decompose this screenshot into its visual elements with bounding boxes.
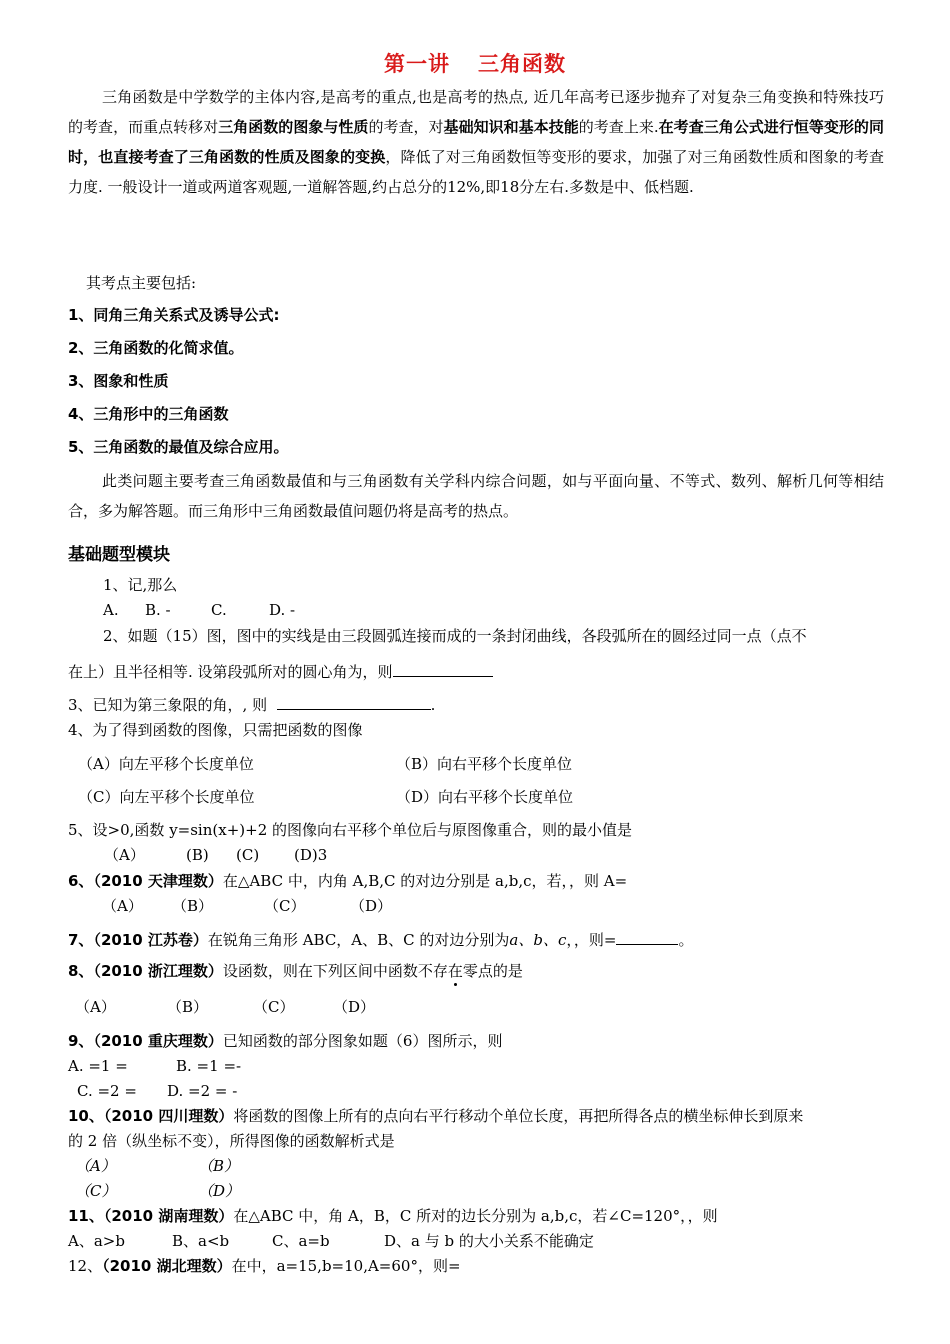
q9-text: 已知函数的部分图象如题（6）图所示，则 [222, 1032, 503, 1050]
q8-option-a: （A） [75, 998, 116, 1016]
q7-vars: a、b、c [509, 931, 567, 949]
q7-line [68, 929, 693, 951]
q1-options [103, 599, 295, 621]
q11-option-d: D、a 与 b 的大小关系不能确定 [384, 1232, 594, 1250]
q3-answer-blank [277, 695, 431, 710]
q8-number: 8、 [68, 962, 94, 980]
q4-option-b: （B）向右平移个长度单位 [396, 755, 573, 773]
q4-option-a: （A）向左平移个长度单位 [78, 755, 254, 773]
q1-option-a: A. [103, 601, 119, 619]
q3-end: . [430, 696, 436, 714]
intro-bold-3: 在考查三角公式进行恒等变形的同时，也直接考查了三角函数的性质及图象的变换 [68, 118, 884, 166]
point-item-3: 3、图象和性质 [68, 372, 169, 390]
q2-line2 [68, 661, 493, 683]
page-title [0, 48, 950, 78]
q2-line2-text: 在上）且半径相等. 设第段弧所对的圆心角为，则 [68, 663, 393, 681]
q3-line [68, 694, 435, 716]
points-heading: 其考点主要包括: [86, 274, 197, 292]
q7-text2: ，，则= [566, 931, 617, 949]
q5-option-c: (C) [236, 846, 260, 864]
q6-option-c: （C） [264, 897, 306, 915]
q9-option-b: B. =1 =- [176, 1057, 242, 1075]
q1-option-c: C. [211, 601, 227, 619]
intro-bold-1: 三角函数的图象与性质 [218, 118, 369, 136]
q11-option-a: A、a>b [68, 1232, 125, 1250]
q12-number: 12、 [68, 1257, 103, 1275]
q10-number: 10、 [68, 1107, 104, 1125]
q8-option-d: （D） [333, 998, 376, 1016]
intro-text-2: 的考查，对 [368, 118, 444, 136]
summary-paragraph: 此类问题主要考查三角函数最值和与三角函数有关学科内综合问题，如与平面向量、不等式、数列、解析几何等相结合，多为解答题。而三角形中三角函数最值问题仍将是高考的热点。 [68, 472, 884, 520]
section-title: 基础题型模块 [68, 545, 170, 565]
q3-text: 3、已知为第三象限的角，, 则 [68, 696, 268, 714]
q9-option-a: A. =1 = [68, 1057, 128, 1075]
q10-option-c: （C） [75, 1182, 117, 1200]
intro-text-3: 的考查上来. [578, 118, 659, 136]
q6-line [68, 870, 627, 892]
q8-option-c: （C） [253, 998, 295, 1016]
q11-number: 11、 [68, 1207, 104, 1225]
q10-option-a: （A） [75, 1157, 116, 1175]
q7-text: 在锐角三角形 ABC，A、B、C 的对边分别为 [207, 931, 510, 949]
q4-text: 4、为了得到函数的图像，只需把函数的图像 [68, 721, 363, 739]
title-part1: 第一讲 [384, 52, 450, 76]
q8-source: （2010 浙江理数） [93, 962, 223, 980]
q4-option-c: （C）向左平移个长度单位 [78, 788, 255, 806]
q1-option-b: B. - [145, 601, 171, 619]
q10-line1 [68, 1105, 803, 1127]
point-item-5: 5、三角函数的最值及综合应用。 [68, 438, 289, 456]
q6-options [102, 895, 392, 917]
q2-answer-blank [393, 662, 493, 677]
q9-source: （2010 重庆理数） [93, 1032, 223, 1050]
q2-line1: 2、如题（15）图，图中的实线是由三段圆弧连接而成的一条封闭曲线，各段弧所在的圆经过同一点（点不 [103, 627, 807, 645]
q9-option-d: D. =2 = - [167, 1082, 238, 1100]
q4-option-d: （D）向右平移个长度单位 [396, 788, 574, 806]
title-part2: 三角函数 [478, 52, 566, 76]
q9-options-ab [68, 1055, 241, 1077]
q7-answer-blank [616, 930, 678, 945]
q6-option-d: （D） [350, 897, 393, 915]
q6-number: 6、 [68, 872, 94, 890]
q12-text: 在中，a=15,b=10,A=60°，则= [231, 1257, 461, 1275]
q10-source: （2010 四川理数） [103, 1107, 234, 1125]
q5-option-d: (D)3 [294, 846, 328, 864]
q6-option-a: （A） [102, 897, 143, 915]
q1-text: 1、记,那么 [103, 576, 178, 594]
emphasis-dot [454, 983, 457, 986]
q8-option-b: （B） [167, 998, 209, 1016]
q10-text1: 将函数的图像上所有的点向右平行移动个单位长度，再把所得各点的横坐标伸长到原来 [233, 1107, 804, 1125]
q11-option-b: B、a<b [172, 1232, 230, 1250]
q5-options [104, 844, 327, 866]
q12-source: （2010 湖北理数） [102, 1257, 232, 1275]
q7-source: （2010 江苏卷） [93, 931, 208, 949]
q7-number: 7、 [68, 931, 94, 949]
q5-text: 5、设>0,函数 y=sin(x+)+2 的图像向右平移个单位后与原图像重合，则的最小值是 [68, 821, 633, 839]
q9-line [68, 1030, 502, 1052]
q8-text: 设函数，则在下列区间中函数不存在零点的是 [222, 962, 523, 980]
q8-options [75, 996, 375, 1018]
q11-source: （2010 湖南理数） [103, 1207, 234, 1225]
q9-options-cd [77, 1080, 237, 1102]
q11-text: 在△ABC 中，角 A，B，C 所对的边长分别为 a,b,c，若∠C=120°，，则 [233, 1207, 718, 1225]
q1-option-d: D. - [269, 601, 296, 619]
q11-option-c: C、a=b [272, 1232, 330, 1250]
q11-options [68, 1230, 594, 1252]
q5-option-b: (B) [186, 846, 209, 864]
q11-line [68, 1205, 718, 1227]
intro-paragraph [68, 82, 884, 202]
q9-option-c: C. =2 = [77, 1082, 137, 1100]
q12-line [68, 1255, 461, 1277]
intro-text-4: ，降低了对三角函数恒等变形的要求，加强了对三角函数性质和图象的考查力度. 一般设计一道或两道客观题,一道解答题,约占总分的12%,即18分左右.多数是中、低档题. [68, 148, 884, 196]
q6-option-b: （B） [172, 897, 214, 915]
point-item-4: 4、三角形中的三角函数 [68, 405, 229, 423]
point-item-1: 1、同角三角关系式及诱导公式: [68, 306, 280, 324]
q10-line2: 的 2 倍（纵坐标不变），所得图像的函数解析式是 [68, 1132, 395, 1150]
q6-text: 在△ABC 中，内角 A,B,C 的对边分别是 a,b,c，若，，则 A= [222, 872, 628, 890]
intro-text-1: 三角函数是中学数学的主体内容,是高考的重点,也是高考的热点, 近几年高考已逐步抛弃了对复杂三角变换和特殊技巧的考查，而重点转移对 [68, 88, 884, 136]
intro-bold-2: 基础知识和基本技能 [443, 118, 579, 136]
point-item-2: 2、三角函数的化简求值。 [68, 339, 244, 357]
q10-option-b: （B） [198, 1157, 240, 1175]
q10-option-d: （D） [198, 1182, 241, 1200]
q8-line [68, 960, 523, 982]
q5-option-a: （A） [104, 846, 145, 864]
q7-end: 。 [678, 931, 694, 949]
q9-number: 9、 [68, 1032, 94, 1050]
q6-source: （2010 天津理数） [93, 872, 223, 890]
